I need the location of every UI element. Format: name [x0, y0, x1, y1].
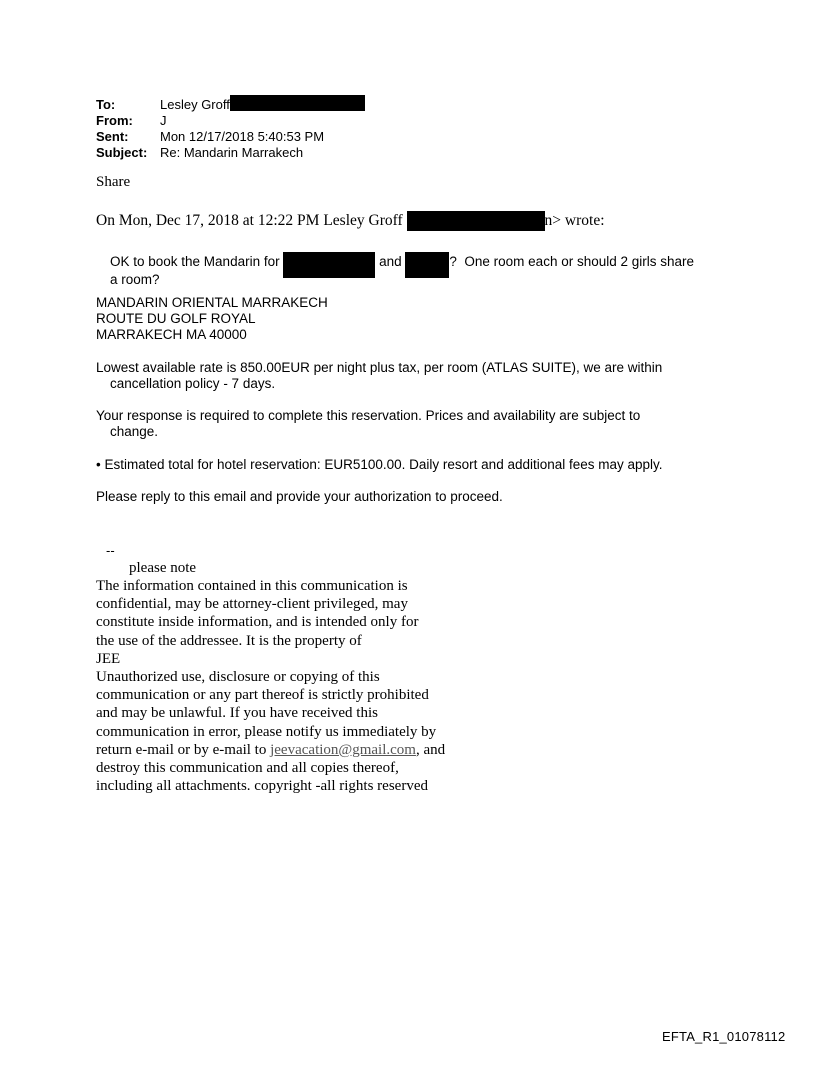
bullet-marker: •	[96, 457, 101, 472]
from-row	[96, 113, 365, 129]
signature-note: please note	[129, 560, 197, 576]
disclaimer-line: communication or any part thereof is strictly prohibited	[96, 687, 429, 704]
to-label: To:	[96, 97, 116, 112]
disclaimer-line: and may be unlawful. If you have received this	[96, 705, 378, 722]
email-header	[96, 97, 365, 161]
quoted-text-part1: OK to book the Mandarin for	[110, 254, 284, 269]
redaction-block	[283, 252, 375, 278]
disclaimer-email-suffix: , and	[415, 741, 446, 758]
bullet-text: Estimated total for hotel reservation: EUR5100.00. Daily resort and additional fees may apply.	[104, 457, 663, 472]
rate-line-1: Lowest available rate is 850.00EUR per night plus tax, per room (ATLAS SUITE), we are within	[96, 360, 663, 375]
disclaimer-line-email	[96, 741, 496, 759]
response-line-2: change.	[110, 424, 159, 439]
disclaimer-line: communication in error, please notify us immediately by	[96, 723, 437, 740]
quote-intro	[96, 211, 605, 231]
redaction-block	[230, 95, 365, 111]
response-line-1: Your response is required to complete this reservation. Prices and availability are subject to	[96, 408, 641, 423]
quoted-line-2: a room?	[110, 272, 160, 287]
subject-value: Re: Mandarin Marrakech	[160, 145, 304, 160]
sent-label: Sent:	[96, 129, 129, 144]
redaction-block	[405, 252, 449, 278]
disclaimer-line: the use of the addressee. It is the property of	[96, 632, 362, 649]
response-paragraph	[96, 408, 706, 440]
disclaimer-line: destroy this communication and all copies thereof,	[96, 760, 399, 777]
from-label: From:	[96, 113, 133, 128]
disclaimer-line: constitute inside information, and is intended only for	[96, 614, 419, 631]
subject-label: Subject:	[96, 145, 148, 160]
hotel-address	[96, 295, 328, 343]
to-value: Lesley Groff	[160, 97, 230, 112]
to-row	[96, 97, 365, 113]
disclaimer-line: The information contained in this communication is	[96, 578, 408, 594]
disclaimer-line: Unauthorized use, disclosure or copying of this	[96, 669, 380, 686]
reply-request: Please reply to this email and provide your authorization to proceed.	[96, 489, 503, 504]
subject-row	[96, 145, 365, 161]
quote-intro-suffix: > wrote:	[552, 212, 605, 229]
signature-separator: --	[106, 543, 115, 558]
redaction-block	[407, 211, 545, 231]
hotel-city: MARRAKECH MA 40000	[96, 327, 247, 342]
rate-paragraph	[96, 360, 706, 392]
email-link[interactable]: jeevacation@gmail.com	[270, 741, 416, 758]
document-id: EFTA_R1_01078112	[662, 1029, 786, 1044]
quoted-message	[110, 246, 720, 288]
disclaimer-line: JEE	[96, 650, 121, 667]
quoted-text-and: and	[375, 254, 406, 269]
disclaimer-line: including all attachments. copyright -all rights reserved	[96, 778, 428, 795]
hotel-street: ROUTE DU GOLF ROYAL	[96, 311, 256, 326]
hotel-name: MANDARIN ORIENTAL MARRAKECH	[96, 295, 328, 310]
sent-row	[96, 129, 365, 145]
reply-text: Share	[96, 174, 131, 190]
quote-intro-prefix: On Mon, Dec 17, 2018 at 12:22 PM Lesley Groff	[96, 212, 407, 229]
rate-line-2: cancellation policy - 7 days.	[110, 376, 276, 391]
disclaimer-line: confidential, may be attorney-client privileged, may	[96, 596, 408, 613]
sent-value: Mon 12/17/2018 5:40:53 PM	[160, 129, 325, 144]
from-value: J	[160, 113, 167, 128]
estimate-bullet	[96, 457, 663, 473]
quoted-text-part2: ? One room each or should 2 girls share	[449, 254, 695, 269]
quote-intro-trail: n	[544, 212, 553, 229]
signature-disclaimer	[96, 577, 496, 795]
disclaimer-email-prefix: return e-mail or by e-mail to	[96, 741, 271, 758]
